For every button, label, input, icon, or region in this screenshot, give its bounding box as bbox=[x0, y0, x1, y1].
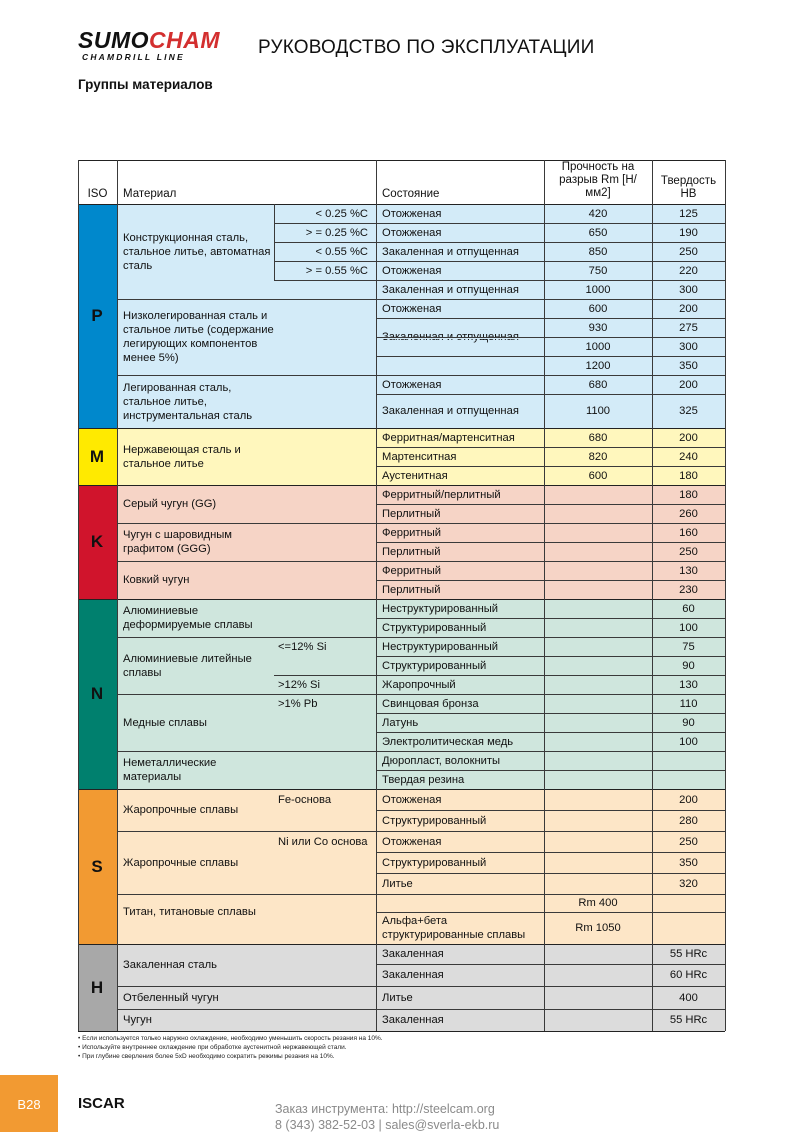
hardness-cell: 260 bbox=[679, 507, 698, 520]
state-cell: Электролитическая медь bbox=[382, 735, 514, 748]
strength-cell: 600 bbox=[588, 302, 608, 315]
hardness-cell: 200 bbox=[679, 431, 698, 444]
strength-cell: 1000 bbox=[585, 340, 611, 353]
material-name: Алюминиевые деформируемые сплавы bbox=[123, 605, 253, 631]
row-divider bbox=[78, 789, 725, 790]
row-divider bbox=[376, 375, 725, 376]
state-cell: Дюропласт, волокниты bbox=[382, 754, 501, 767]
row-divider bbox=[376, 675, 725, 676]
row-divider bbox=[376, 1009, 725, 1010]
hardness-cell: 90 bbox=[682, 659, 695, 672]
row-divider bbox=[117, 299, 376, 300]
row-divider bbox=[376, 280, 725, 281]
column-divider bbox=[376, 160, 377, 1031]
footnote: • Если используется только наружно охлаждение, необходимо уменьшить скорость резания на 10%. bbox=[78, 1035, 383, 1042]
row-divider bbox=[376, 299, 725, 300]
row-divider bbox=[376, 694, 725, 695]
iso-label-p: P bbox=[91, 306, 103, 325]
merge-mask bbox=[377, 357, 543, 359]
merge-mask bbox=[377, 338, 543, 340]
hardness-cell: 100 bbox=[679, 621, 698, 634]
hardness-cell: 200 bbox=[679, 793, 698, 806]
row-divider bbox=[376, 318, 725, 319]
state-cell: Твердая резина bbox=[382, 773, 465, 786]
strength-cell: 1000 bbox=[585, 283, 611, 296]
row-divider bbox=[376, 713, 725, 714]
row-divider bbox=[274, 280, 376, 281]
row-divider bbox=[376, 580, 725, 581]
hardness-cell: 60 bbox=[682, 602, 695, 615]
state-cell: Отожженая bbox=[382, 207, 442, 220]
page-title: РУКОВОДСТВО ПО ЭКСПЛУАТАЦИИ bbox=[258, 37, 595, 58]
material-subtype: > = 0.25 %C bbox=[305, 226, 368, 239]
state-cell: Отожженая bbox=[382, 835, 442, 848]
row-divider bbox=[376, 394, 725, 395]
hardness-cell: 250 bbox=[679, 835, 698, 848]
strength-cell: 650 bbox=[588, 226, 608, 239]
page-number-tab bbox=[0, 1075, 58, 1132]
strength-cell: 930 bbox=[588, 321, 608, 334]
material-name: Легированная сталь, стальное литье, инструментальная сталь bbox=[123, 381, 253, 422]
state-cell: Отожженая bbox=[382, 378, 442, 391]
state-cell: Ферритный/перлитный bbox=[382, 488, 501, 501]
material-subtype: < 0.25 %C bbox=[315, 207, 368, 220]
logo-tagline: CHAMDRILL LINE bbox=[82, 52, 185, 62]
row-divider bbox=[78, 204, 725, 205]
hardness-cell: 200 bbox=[679, 302, 698, 315]
row-divider bbox=[117, 375, 376, 376]
strength-cell: 680 bbox=[588, 378, 608, 391]
strength-cell: 600 bbox=[588, 469, 608, 482]
page-number: B28 bbox=[17, 1097, 41, 1112]
state-cell: Ферритный bbox=[382, 564, 442, 577]
material-name: Серый чугун (GG) bbox=[123, 498, 217, 510]
iso-label-h: H bbox=[90, 977, 104, 997]
state-cell: Перлитный bbox=[382, 583, 441, 596]
hardness-cell: 400 bbox=[679, 991, 698, 1004]
state-cell: Латунь bbox=[382, 716, 419, 729]
state-cell: Мартенситная bbox=[382, 450, 457, 463]
row-divider bbox=[117, 831, 376, 832]
row-divider bbox=[117, 523, 376, 524]
row-divider bbox=[376, 873, 725, 874]
hardness-cell: 55 HRc bbox=[669, 948, 708, 960]
hardness-cell: 60 HRc bbox=[669, 969, 708, 981]
strength-cell: 850 bbox=[588, 245, 608, 258]
row-divider bbox=[376, 751, 725, 752]
row-divider bbox=[117, 694, 376, 695]
row-divider bbox=[376, 810, 725, 811]
hardness-cell: 110 bbox=[679, 697, 698, 710]
hardness-cell: 160 bbox=[679, 526, 698, 539]
material-name: Ковкий чугун bbox=[123, 574, 190, 586]
order-link[interactable]: Заказ инструмента: http://steelcam.org bbox=[275, 1102, 495, 1116]
hardness-cell: 190 bbox=[679, 226, 698, 239]
material-name: Низколегированная сталь и стальное литье (содержание легирующих компонентов менее 5%) bbox=[123, 310, 274, 364]
state-cell: Отожженая bbox=[382, 264, 442, 277]
material-subtype: > = 0.55 %C bbox=[305, 264, 368, 277]
material-subtype: Ni или Co основа bbox=[278, 836, 368, 848]
row-divider bbox=[376, 447, 725, 448]
state-cell: Структурированный bbox=[382, 659, 487, 672]
state-cell: Структурированный bbox=[382, 621, 487, 634]
state-cell: Закаленная bbox=[382, 1014, 444, 1026]
iso-label-k: K bbox=[90, 532, 104, 551]
hardness-cell: 220 bbox=[679, 264, 698, 277]
state-cell: Отожженая bbox=[382, 302, 442, 315]
state-cell: Литье bbox=[382, 877, 413, 890]
row-divider bbox=[376, 770, 725, 771]
strength-cell: 680 bbox=[588, 431, 608, 444]
row-divider bbox=[376, 561, 725, 562]
row-divider bbox=[376, 242, 725, 243]
column-divider bbox=[78, 160, 79, 1031]
strength-cell: 750 bbox=[588, 264, 608, 277]
strength-cell: Rm 1050 bbox=[575, 922, 621, 934]
footnote: • При глубине сверления более 5хD необходимо сократить режимы резания на 10%. bbox=[78, 1053, 335, 1060]
hardness-cell: 250 bbox=[679, 545, 698, 558]
material-subtype: <=12% Si bbox=[278, 640, 327, 653]
hardness-cell: 180 bbox=[679, 488, 698, 501]
row-divider bbox=[376, 466, 725, 467]
hardness-cell: 325 bbox=[679, 405, 698, 417]
iso-label-n: N bbox=[90, 684, 104, 703]
hardness-cell: 320 bbox=[679, 877, 698, 890]
hardness-cell: 250 bbox=[679, 245, 698, 258]
merge-mask bbox=[377, 913, 543, 915]
header-material: Материал bbox=[123, 188, 177, 200]
row-divider bbox=[117, 986, 376, 987]
hardness-cell: 180 bbox=[679, 469, 698, 482]
row-divider bbox=[117, 751, 376, 752]
state-cell: Ферритный bbox=[382, 526, 442, 539]
material-name: Отбеленный чугун bbox=[123, 991, 219, 1004]
material-name: Нержавеющая сталь и стальное литье bbox=[123, 443, 241, 470]
row-divider bbox=[376, 637, 725, 638]
row-divider bbox=[376, 618, 725, 619]
strength-cell: 1200 bbox=[585, 359, 611, 372]
footnotes bbox=[78, 1034, 383, 1061]
state-cell: Альфа+бета структурированные сплавы bbox=[382, 915, 526, 941]
material-name: Закаленная сталь bbox=[123, 959, 218, 971]
logo-wordmark: SUMOCHAM bbox=[78, 27, 220, 53]
state-cell: Структурированный bbox=[382, 814, 487, 827]
state-cell: Отожженая bbox=[382, 226, 442, 239]
hardness-cell: 130 bbox=[679, 564, 698, 577]
row-divider bbox=[376, 732, 725, 733]
row-divider bbox=[376, 523, 725, 524]
state-cell: Закаленная bbox=[382, 969, 444, 981]
strength-cell: 1100 bbox=[585, 405, 611, 417]
material-name: Титан, титановые сплавы bbox=[123, 906, 256, 918]
row-divider bbox=[78, 599, 725, 600]
column-divider bbox=[725, 160, 726, 1031]
iso-label-s: S bbox=[91, 856, 103, 876]
column-divider bbox=[652, 160, 653, 1031]
material-name: Конструкционная сталь, стальное литье, автоматная сталь bbox=[123, 231, 271, 272]
strength-cell: Rm 400 bbox=[578, 897, 618, 909]
hardness-cell: 100 bbox=[679, 735, 698, 748]
hardness-cell: 275 bbox=[679, 321, 698, 334]
state-cell: Свинцовая бронза bbox=[382, 697, 479, 710]
row-divider bbox=[376, 964, 725, 965]
material-name: Медные сплавы bbox=[123, 716, 207, 729]
material-name: Жаропрочные сплавы bbox=[123, 856, 239, 869]
header-strength: Прочность на разрыв Rm [Н/мм2] bbox=[559, 161, 637, 199]
row-divider bbox=[376, 831, 725, 832]
hardness-cell: 280 bbox=[679, 814, 698, 827]
row-divider bbox=[117, 894, 376, 895]
row-divider bbox=[376, 223, 725, 224]
material-subtype: >1% Pb bbox=[278, 697, 318, 710]
strength-cell: 420 bbox=[588, 207, 608, 220]
material-subtype: Fe-основа bbox=[278, 793, 332, 806]
material-name: Неметаллические материалы bbox=[123, 757, 217, 783]
hardness-cell: 130 bbox=[679, 678, 698, 691]
state-cell: Ферритная/мартенситная bbox=[382, 431, 515, 444]
material-name: Алюминиевые литейные сплавы bbox=[123, 652, 252, 679]
hardness-cell: 240 bbox=[679, 450, 698, 463]
hardness-cell: 90 bbox=[682, 716, 695, 729]
row-divider bbox=[78, 485, 725, 486]
state-cell: Перлитный bbox=[382, 545, 441, 558]
state-cell: Неструктурированный bbox=[382, 602, 499, 615]
state-cell: Закаленная и отпущенная bbox=[382, 245, 519, 258]
hardness-cell: 300 bbox=[679, 340, 698, 353]
hardness-cell: 230 bbox=[679, 583, 698, 596]
row-divider bbox=[117, 1009, 376, 1010]
column-divider bbox=[544, 160, 545, 1031]
state-cell: Литье bbox=[382, 991, 413, 1004]
hardness-cell: 350 bbox=[679, 856, 698, 869]
header-state: Состояние bbox=[382, 188, 440, 200]
contact-info[interactable]: 8 (343) 382-52-03 | sales@sverla-ekb.ru bbox=[275, 1118, 500, 1132]
section-subtitle: Группы материалов bbox=[78, 77, 213, 92]
row-divider bbox=[376, 261, 725, 262]
iso-label-m: M bbox=[89, 446, 105, 466]
row-divider bbox=[274, 223, 376, 224]
state-cell: Аустенитная bbox=[382, 469, 448, 482]
state-cell: Структурированный bbox=[382, 856, 487, 869]
column-divider bbox=[117, 160, 118, 1031]
row-divider bbox=[78, 944, 725, 945]
row-divider bbox=[274, 675, 376, 676]
state-cell: Закаленная и отпущенная bbox=[382, 283, 519, 296]
state-cell: Жаропрочный bbox=[382, 678, 456, 691]
state-cell: Закаленная и отпущенная bbox=[382, 405, 519, 417]
material-name: Чугун bbox=[123, 1014, 152, 1026]
strength-cell: 820 bbox=[588, 450, 608, 463]
hardness-cell: 55 HRc bbox=[669, 1014, 708, 1026]
header-hardness: Твердость HB bbox=[660, 175, 717, 200]
material-name: Жаропрочные сплавы bbox=[123, 804, 239, 816]
column-divider bbox=[274, 204, 275, 280]
row-divider bbox=[117, 637, 376, 638]
hardness-cell: 350 bbox=[679, 359, 698, 372]
row-divider bbox=[376, 852, 725, 853]
material-subtype: >12% Si bbox=[278, 678, 320, 691]
hardness-cell: 125 bbox=[679, 207, 698, 220]
hardness-cell: 300 bbox=[679, 283, 698, 296]
row-divider bbox=[376, 894, 725, 895]
row-divider bbox=[78, 1031, 725, 1032]
material-subtype: < 0.55 %C bbox=[315, 245, 368, 258]
row-divider bbox=[274, 242, 376, 243]
row-divider bbox=[376, 504, 725, 505]
footnote: • Используйте внутреннее охлаждение при обработке аустенитной нержавеющей стали. bbox=[78, 1044, 347, 1051]
state-cell: Неструктурированный bbox=[382, 640, 499, 653]
row-divider bbox=[274, 261, 376, 262]
row-divider bbox=[376, 542, 725, 543]
row-divider bbox=[78, 428, 725, 429]
material-name: Чугун с шаровидным графитом (GGG) bbox=[123, 529, 232, 555]
header-iso: ISO bbox=[87, 188, 108, 200]
row-divider bbox=[376, 986, 725, 987]
state-cell: Перлитный bbox=[382, 507, 441, 520]
hardness-cell: 200 bbox=[679, 378, 698, 391]
state-cell: Закаленная bbox=[382, 948, 444, 960]
row-divider bbox=[78, 160, 725, 161]
state-cell: Отожженая bbox=[382, 793, 442, 806]
row-divider bbox=[376, 656, 725, 657]
brand-label: ISCAR bbox=[78, 1095, 125, 1112]
hardness-cell: 75 bbox=[682, 640, 695, 653]
row-divider bbox=[117, 561, 376, 562]
